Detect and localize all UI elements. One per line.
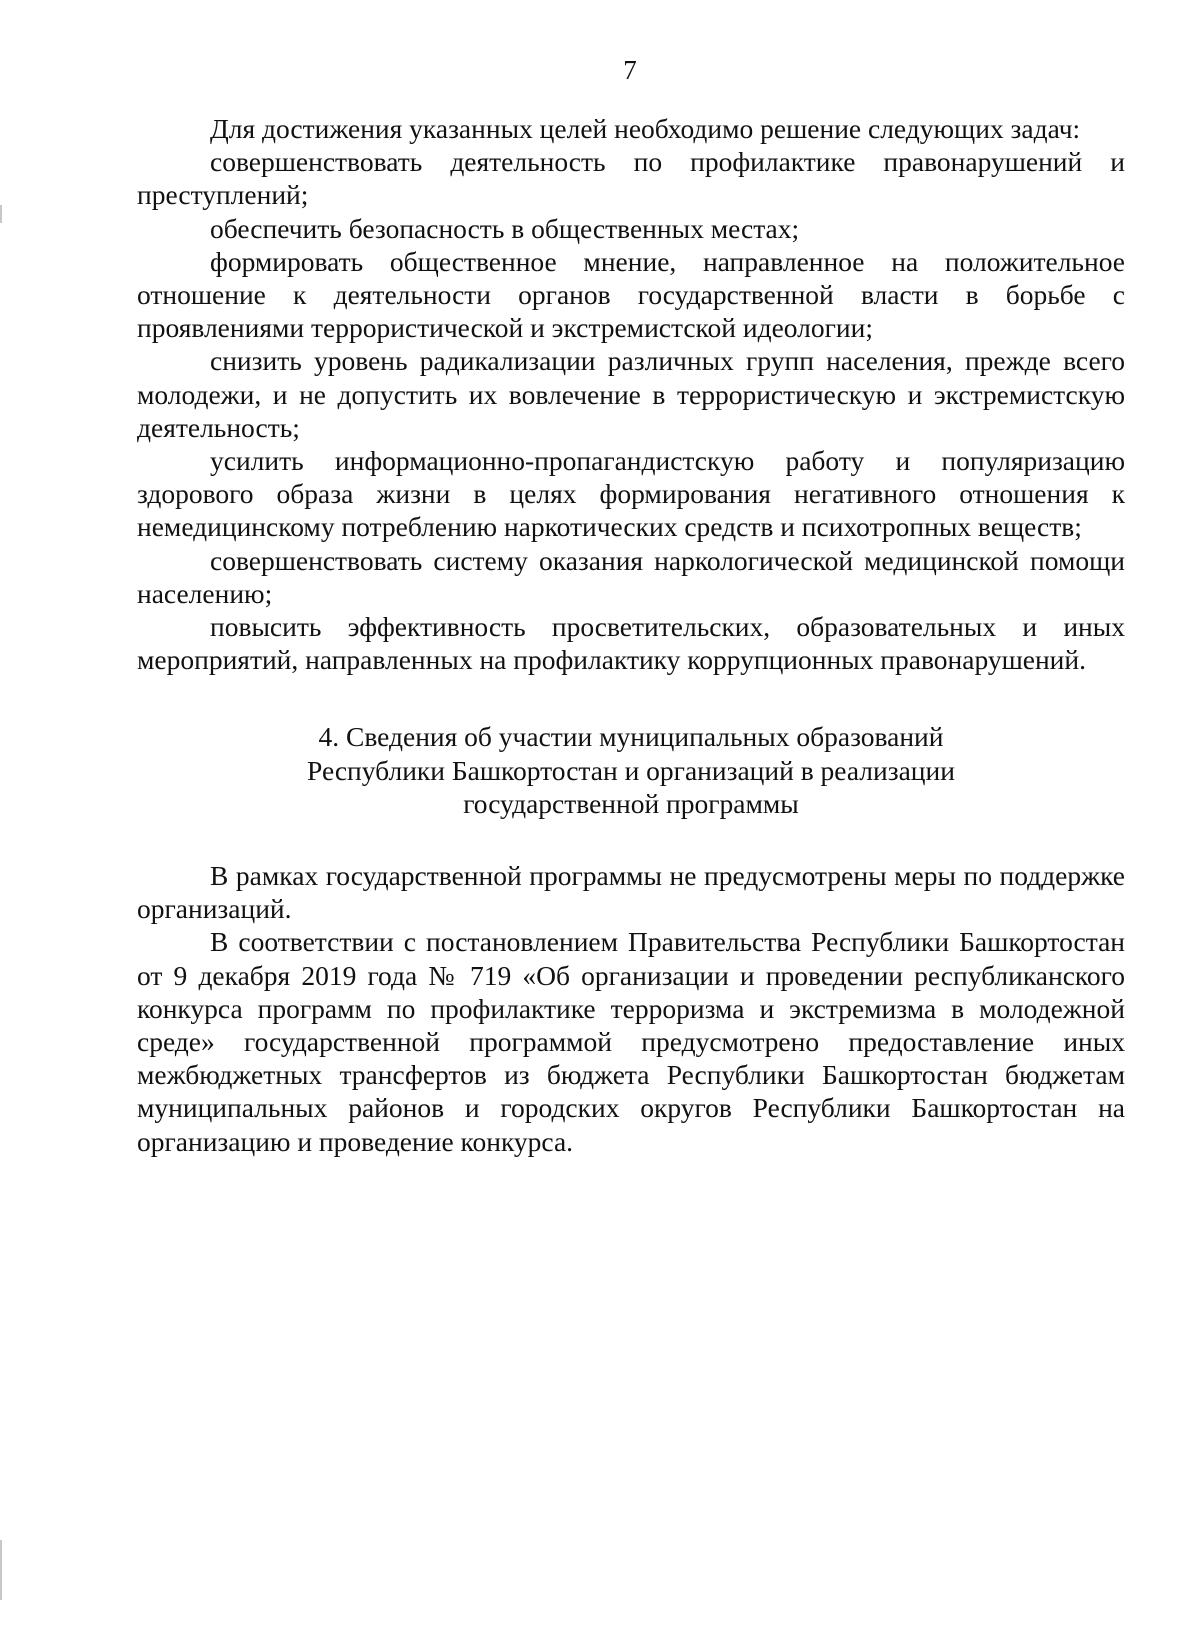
scan-margin-mark [0, 205, 2, 223]
section-heading-line: государственной программы [463, 787, 799, 819]
page-number: 7 [623, 55, 637, 85]
scan-margin-mark [0, 1540, 2, 1600]
section-heading-line: Республики Башкортостан и организаций в реализации [307, 754, 955, 786]
section-heading [137, 720, 1125, 820]
task-item: усилить информационно-пропагандистскую работу и популяризацию здорового образа жизни в целях формирования негативного отношения к немедицинскому потреблению наркотических средств и психотропных веществ; [137, 445, 1125, 543]
tasks-intro: Для достижения указанных целей необходимо решение следующих задач: [210, 113, 1081, 144]
section-paragraph: В соответствии с постановлением Правительства Республики Башкортостан от 9 декабря 2019 года № 719 «Об организации и проведении республиканского конкурса программ по профилактике терроризма и экстремизма в молодежной среде» государственной программой предусмотрено предоставление иных межбюджетных трансфертов из бюджета Республики Башкортостан бюджетам муниципальных районов и городских округов Республики Башкортостан на организацию и проведение конкурса. [137, 926, 1125, 1157]
task-item: формировать общественное мнение, направленное на положительное отношение к деятельности органов государственной власти в борьбе с проявлениями террористической и экстремистской идеологии; [137, 245, 1125, 344]
task-item: совершенствовать систему оказания наркологической медицинской помощи населению; [137, 544, 1125, 609]
task-item: обеспечить безопасность в общественных местах; [210, 212, 800, 244]
task-item: совершенствовать деятельность по профилактике правонарушений и преступлений; [137, 146, 1125, 211]
section-heading-line: 4. Сведения об участии муниципальных образований [318, 721, 944, 753]
document-body [137, 112, 1125, 1158]
task-item: повысить эффективность просветительских, образовательных и иных мероприятий, направленных на профилактику коррупционных правонарушений. [137, 611, 1125, 676]
section-paragraph: В рамках государственной программы не предусмотрены меры по поддержке организаций. [137, 860, 1125, 925]
task-item: снизить уровень радикализации различных групп населения, прежде всего молодежи, и не допустить их вовлечение в террористическую и экстремистскую деятельность; [137, 345, 1125, 443]
